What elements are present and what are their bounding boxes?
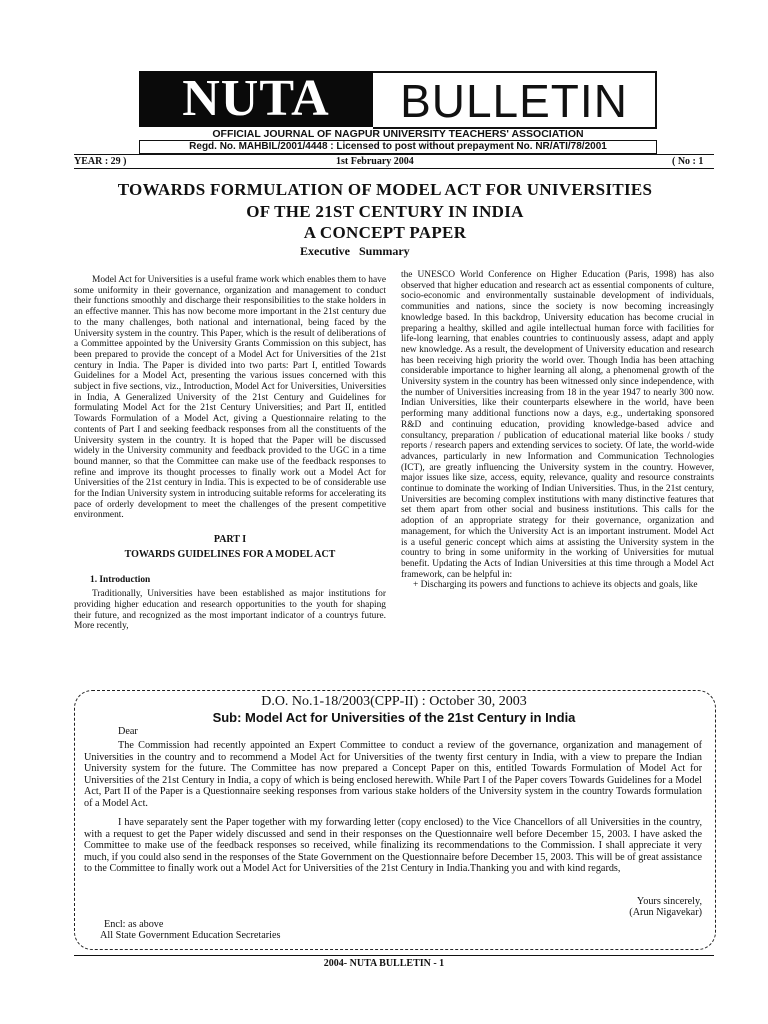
part-title: TOWARDS GUIDELINES FOR A MODEL ACT [124, 548, 336, 560]
letter-subject: Sub: Model Act for Universities of the 21st Century in India [212, 710, 576, 725]
footer-rule [74, 955, 714, 956]
article-title-line-1: TOWARDS FORMULATION OF MODEL ACT FOR UNIVERSITIES [117, 180, 653, 199]
article-title-line-3: A CONCEPT PAPER [303, 223, 467, 242]
masthead-rule-bottom [74, 168, 714, 169]
issue-date: 1st February 2004 [336, 156, 414, 167]
letter-paragraph-1: The Commission had recently appointed an Expert Committee to conduct a review of the governance, organization and management of Universities in the country and to recommend a Model Act for Universities of the twenty first century in India, with a view to prepare the Indian University system for the future. The Committee has now prepared a Concept Paper on this, entitled Towards Formulation of Model Act for Universities of the 21st Century in India, a copy of which is being enclosed herewith. While Part I of the Paper covers Towards Guidelines for a Model Act, Part II of the Paper is a Questionnaire seeking responses from various stake holders of the University system in the country Towards formulation of a Model Act. [84, 740, 702, 809]
journal-subtitle: OFFICIAL JOURNAL OF NAGPUR UNIVERSITY TEACHERS' ASSOCIATION [212, 128, 584, 140]
do-reference: D.O. No.1-18/2003(CPP-II) : October 30, 2003 [261, 694, 527, 709]
recipients: All State Government Education Secretaries [100, 930, 281, 941]
salutation: Dear [118, 726, 138, 737]
unesco-paragraph: the UNESCO World Conference on Higher Education (Paris, 1998) has also observed that higher education and research act as essential components of culture, socio-economic and environmentally sustainable development of individuals, communities and nations, since the society is now becoming increasingly knowledge based. In this backdrop, University education has become crucial in preparing a healthy, skilled and agile intellectual human force with facilities for life-long learning, that enables countries to continuously assess, adapt and apply new knowledge. As a result, the development of University education and research has been receiving high priority the world over. Though India has been attaching considerable importance to higher learning all along, a phenomenal growth of the University system in the country has been witnessed only since independence, with the number of Universities increasing from 18 in the year 1947 to nearly 300 now. Indian Universities, like their counterparts elsewhere in the world, have been performing many additional functions now a days, e.g., undertaking sponsored R&D and continuing education, providing knowledge-based advice and consultancy, preparation / publication of educational material like books / study reports / research papers and extending services to society. Of late, the world-wide advances, particularly in new Information and Communication Technologies (ICT), are greatly influencing the University system in the country. However, major issues like size, access, equity, relevance, quality and resource constraints continue to dominate the working of Indian Universities. Thus, in the 21st century, Universities are becoming complex institutions with many distinctive features that set them apart from other social and business institutions. This calls for the adoption of an appropriate strategy for their governance, organization and management, for which the University Act is an important instrument. Model Act is a useful generic concept which aims at assisting the University system in the country to bring in some uniformity in the working of Universities for mutual benefit. Updating the Acts of Indian Universities at this time through a Model Act framework, can be helpful in: [401, 270, 714, 580]
enclosure: Encl: as above [104, 919, 164, 930]
page-footer: 2004- NUTA BULLETIN - 1 [323, 958, 445, 969]
masthead-nuta: NUTA [139, 71, 373, 127]
right-column [401, 270, 714, 591]
part-label: PART I [213, 534, 247, 546]
registration-line: Regd. No. MAHBIL/2001/4448 : Licensed to post without prepayment No. NR/ATI/78/2001 [139, 140, 657, 154]
masthead-bulletin: BULLETIN [373, 71, 657, 129]
introduction-heading: 1. Introduction [90, 574, 151, 585]
signatory: (Arun Nigavekar) [629, 907, 702, 918]
introduction-paragraph: Traditionally, Universities have been established as major institutions for providing higher education and research opportunities to the youth for shaping their future, and recognized as the most important indicator of a countrys future. More recently, [74, 589, 386, 632]
letter-body [84, 740, 702, 875]
summary-paragraph: Model Act for Universities is a useful frame work which enables them to have some uniformity in their governance, organization and management to conduct their functions smoothly and discharge their responsibilities to the stake holders in an effective manner. This has now become more important in the 21st century due to the many challenges, both national and international, being faced by the University system in the country. This Paper, which is the result of deliberations of a Committee appointed by the University Grants Commission on this subject, has been prepared to provide the concept of a Model Act for Universities of the 21st century in India. The Paper is divided into two parts: Part I, entitled Towards Guidelines for a Model Act, presenting the various issues concerned with this subject in five sections, viz., Introduction, Model Act for Universities, Universities in India, A Generalized University of the 21st Century and Guidelines for formulating Model Act for the 21st Century Universities; and Part II, entitled Towards Formulation of a Model Act, giving a Questionnaire relating to the contents of Part I and seeking feedback responses from all the constituents of the University system in the country. It is hoped that the Paper will be discussed widely in the University community and feedback provided to the UGC in a time bound manner, so that the Committee can make use of the feedback responses to refine and improve its thought processes to finally work out a Model Act for Universities of the 21st century in India. This is expected to be of considerable use for the Indian University system in introducing suitable reforms for accelerating its pace of orderly development to meet the challenges of the present competitive environment. [74, 275, 386, 521]
closing: Yours sincerely, [636, 896, 702, 907]
left-column [74, 275, 386, 632]
letter-paragraph-2: I have separately sent the Paper together with my forwarding letter (copy enclosed) to the Vice Chancellors of all Universities in the country, with a request to get the Paper widely discussed and send in their responses on the Questionnaire well before December 15, 2003. I have asked the Committee to make use of the feedback responses so received, while finalizing its recommendations to the Commission. I shall appreciate it very much, if you could also send in the responses of the State Government on the Questionnaire before December 15, 2003. This will be of great assistance to the Committee to finally work out a Model Act for Universities of the 21st Century in India.Thanking you and with kind regards, [84, 817, 702, 874]
issue-number: ( No : 1 [672, 156, 704, 167]
bullet-item: + Discharging its powers and functions to achieve its objects and goals, like [413, 580, 698, 591]
issue-year: YEAR : 29 ) [74, 156, 127, 167]
article-title-line-2: OF THE 21ST CENTURY IN INDIA [246, 202, 524, 221]
masthead-rule-top [74, 154, 714, 155]
executive-summary-heading: Executive Summary [300, 244, 410, 258]
